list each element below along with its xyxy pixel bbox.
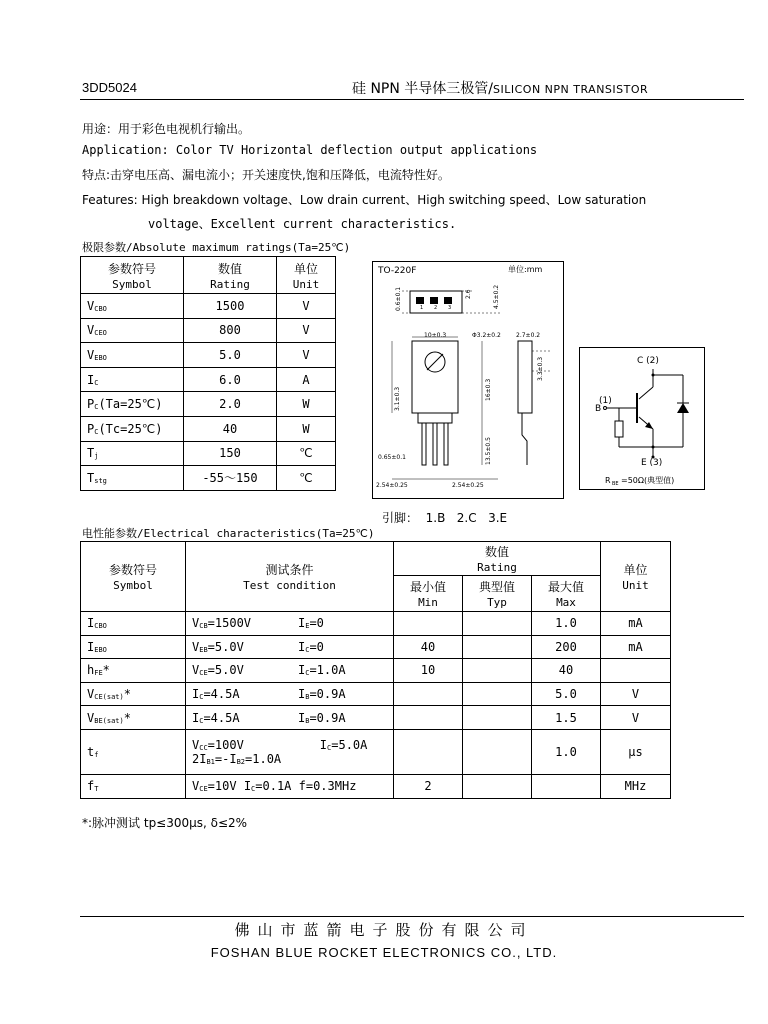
elec-row: [81, 682, 671, 706]
elec-max: [532, 774, 601, 798]
elec-unit: [601, 659, 671, 683]
usage-cn: 用途：用于彩色电视机行输出。: [82, 122, 251, 136]
elec-row-ft: [81, 774, 671, 798]
equivalent-circuit: [579, 347, 705, 490]
abs-symbol: $I_C$: [81, 367, 184, 392]
abs-max-row: [81, 367, 336, 392]
elec-unit: V: [601, 682, 671, 706]
circuit-label-c: C (2): [637, 356, 659, 366]
elec-symbol: $V_{BE(sat)}*$: [81, 706, 186, 730]
abs-symbol: $V_{CBO}$: [81, 294, 184, 319]
abs-unit: W: [277, 416, 336, 441]
svg-text:4.5±0.2: 4.5±0.2: [493, 284, 500, 309]
elec-condition: $I_C=4.5A$ $I_B=0.9A$: [186, 682, 394, 706]
elec-table: [80, 541, 671, 799]
abs-symbol: $V_{EBO}$: [81, 343, 184, 368]
abs-symbol: $P_C(Tc=25℃)$: [81, 416, 184, 441]
abs-rating: 6.0: [184, 367, 277, 392]
elec-unit: mA: [601, 612, 671, 636]
footer-rule: [80, 916, 744, 917]
elec-symbol: $h_{FE}*$: [81, 659, 186, 683]
abs-symbol: $T_j$: [81, 441, 184, 466]
package-drawing: [372, 261, 564, 499]
abs-symbol: $P_C(Ta=25℃)$: [81, 392, 184, 417]
elec-row: [81, 706, 671, 730]
abs-h-unit: 单位 Unit: [277, 257, 336, 294]
elec-condition: $V_{CE}=10V$ $I_C=0.1A$ f=0.3MHz: [186, 774, 394, 798]
abs-unit: V: [277, 294, 336, 319]
elec-max: 1.0: [532, 729, 601, 774]
svg-text:3: 3: [448, 305, 452, 311]
svg-text:2.54±0.25: 2.54±0.25: [376, 482, 408, 489]
elec-h-unit: 单位 Unit: [601, 542, 671, 612]
features-cn: 特点:击穿电压高、漏电流小；开关速度快,饱和压降低，电流特性好。: [82, 168, 450, 182]
features-en-1: Features: High breakdown voltage、Low drain current、High switching speed、Low saturation: [82, 193, 647, 207]
doc-title-cn: 硅 NPN 半导体三极管/: [352, 81, 494, 97]
elec-max: 1.0: [532, 612, 601, 636]
elec-unit: MHz: [601, 774, 671, 798]
svg-text:2.54±0.25: 2.54±0.25: [452, 482, 484, 489]
elec-unit: μs: [601, 729, 671, 774]
abs-rating: 1500: [184, 294, 277, 319]
abs-rating: 5.0: [184, 343, 277, 368]
elec-min: [394, 706, 463, 730]
elec-max: 40: [532, 659, 601, 683]
elec-min: 2: [394, 774, 463, 798]
elec-condition: $V_{CB}=1500V$ $I_E=0$: [186, 612, 394, 636]
elec-condition: $I_C=4.5A$ $I_B=0.9A$: [186, 706, 394, 730]
package-name: TO-220F: [378, 266, 417, 276]
abs-rating: 40: [184, 416, 277, 441]
elec-symbol: $f_T$: [81, 774, 186, 798]
elec-h-value: 数值 Rating: [394, 542, 601, 576]
abs-unit: ℃: [277, 441, 336, 466]
svg-text:2: 2: [434, 305, 438, 311]
abs-max-row: [81, 392, 336, 417]
elec-row: [81, 635, 671, 659]
elec-row: [81, 612, 671, 636]
elec-unit: V: [601, 706, 671, 730]
svg-text:1: 1: [420, 305, 424, 311]
elec-symbol: $I_{CBO}$: [81, 612, 186, 636]
elec-typ: [463, 774, 532, 798]
elec-h-typ: 典型值 Typ: [463, 576, 532, 612]
svg-text:13.5±0.5: 13.5±0.5: [485, 437, 492, 465]
svg-text:Φ3.2±0.2: Φ3.2±0.2: [472, 332, 501, 339]
pin-assignment: 引脚： 1.B 2.C 3.E: [382, 511, 508, 525]
abs-unit: V: [277, 343, 336, 368]
svg-text:3.1±0.3: 3.1±0.3: [394, 386, 401, 411]
abs-max-row: [81, 441, 336, 466]
abs-max-header: [81, 257, 336, 294]
abs-rating: 2.0: [184, 392, 277, 417]
elec-symbol: $V_{CE(sat)}*$: [81, 682, 186, 706]
pulse-test-note: *:脉冲测试 tp≤300μs, δ≤2%: [82, 816, 248, 830]
elec-typ: [463, 612, 532, 636]
elec-title: 电性能参数/Electrical characteristics(Ta=25℃): [82, 527, 375, 540]
part-number: 3DD5024: [82, 80, 137, 95]
abs-unit: A: [277, 367, 336, 392]
elec-h-symbol: 参数符号 Symbol: [81, 542, 186, 612]
doc-title: [352, 78, 648, 98]
svg-text:BE: BE: [612, 481, 619, 487]
abs-max-row: [81, 343, 336, 368]
abs-max-table: [80, 256, 336, 491]
abs-max-row: [81, 466, 336, 491]
circuit-label-e: E (3): [641, 458, 663, 468]
abs-unit: V: [277, 318, 336, 343]
elec-typ: [463, 659, 532, 683]
abs-unit: ℃: [277, 466, 336, 491]
abs-max-row: [81, 294, 336, 319]
elec-h-max: 最大值 Max: [532, 576, 601, 612]
elec-symbol: $t_f$: [81, 729, 186, 774]
elec-min: 10: [394, 659, 463, 683]
abs-max-title: 极限参数/Absolute maximum ratings(Ta=25℃): [82, 241, 351, 254]
elec-unit: mA: [601, 635, 671, 659]
circuit-label-b: B: [595, 404, 602, 414]
application-text: Application: Color TV Horizontal deflection output applications: [82, 143, 538, 157]
svg-text:16±0.3: 16±0.3: [485, 378, 492, 401]
elec-max: 200: [532, 635, 601, 659]
svg-text:10±0.3: 10±0.3: [424, 332, 447, 339]
abs-max-row: [81, 318, 336, 343]
header-rule: [80, 99, 744, 100]
package-unit: 单位:mm: [508, 265, 543, 274]
svg-text:(1): (1): [599, 396, 612, 406]
features-en-2: voltage、Excellent current characteristics.: [148, 217, 457, 231]
abs-rating: 150: [184, 441, 277, 466]
abs-rating: -55～150: [184, 466, 277, 491]
svg-text:=50Ω(典型值): =50Ω(典型值): [621, 476, 675, 485]
svg-text:3.3±0.3: 3.3±0.3: [537, 356, 544, 381]
elec-typ: [463, 635, 532, 659]
elec-max: 1.5: [532, 706, 601, 730]
svg-text:2.7±0.2: 2.7±0.2: [516, 332, 541, 339]
svg-text:0.6±0.1: 0.6±0.1: [395, 286, 402, 311]
elec-h-cond: 测试条件 Test condition: [186, 542, 394, 612]
elec-condition: $V_{EB}=5.0V$ $I_C=0$: [186, 635, 394, 659]
abs-rating: 800: [184, 318, 277, 343]
svg-text:R: R: [605, 476, 611, 485]
abs-max-row: [81, 416, 336, 441]
elec-condition: $V_{CE}=5.0V$ $I_C=1.0A$: [186, 659, 394, 683]
elec-row: [81, 659, 671, 683]
elec-min: [394, 682, 463, 706]
abs-unit: W: [277, 392, 336, 417]
svg-text:0.65±0.1: 0.65±0.1: [378, 454, 406, 461]
elec-typ: [463, 682, 532, 706]
elec-row-tf: [81, 729, 671, 774]
svg-text:2.6: 2.6: [465, 289, 472, 299]
abs-h-symbol: 参数符号 Symbol: [81, 257, 184, 294]
doc-title-en: SILICON NPN TRANSISTOR: [493, 83, 649, 96]
elec-condition: $V_{CC}=100V$ $I_C=5.0A$ $2I_{B1}=-I_{B2}=1.0A$: [186, 729, 394, 774]
elec-min: 40: [394, 635, 463, 659]
company-name-en: FOSHAN BLUE ROCKET ELECTRONICS CO., LTD.: [210, 945, 558, 960]
elec-min: [394, 612, 463, 636]
elec-min: [394, 729, 463, 774]
elec-symbol: $I_{EBO}$: [81, 635, 186, 659]
elec-h-min: 最小值 Min: [394, 576, 463, 612]
elec-max: 5.0: [532, 682, 601, 706]
elec-typ: [463, 706, 532, 730]
elec-typ: [463, 729, 532, 774]
abs-symbol: $V_{CEO}$: [81, 318, 184, 343]
elec-header-1: [81, 542, 671, 576]
abs-h-rating: 数值 Rating: [184, 257, 277, 294]
abs-symbol: $T_{stg}$: [81, 466, 184, 491]
company-name-cn: 佛山市蓝箭电子股份有限公司: [234, 921, 534, 939]
